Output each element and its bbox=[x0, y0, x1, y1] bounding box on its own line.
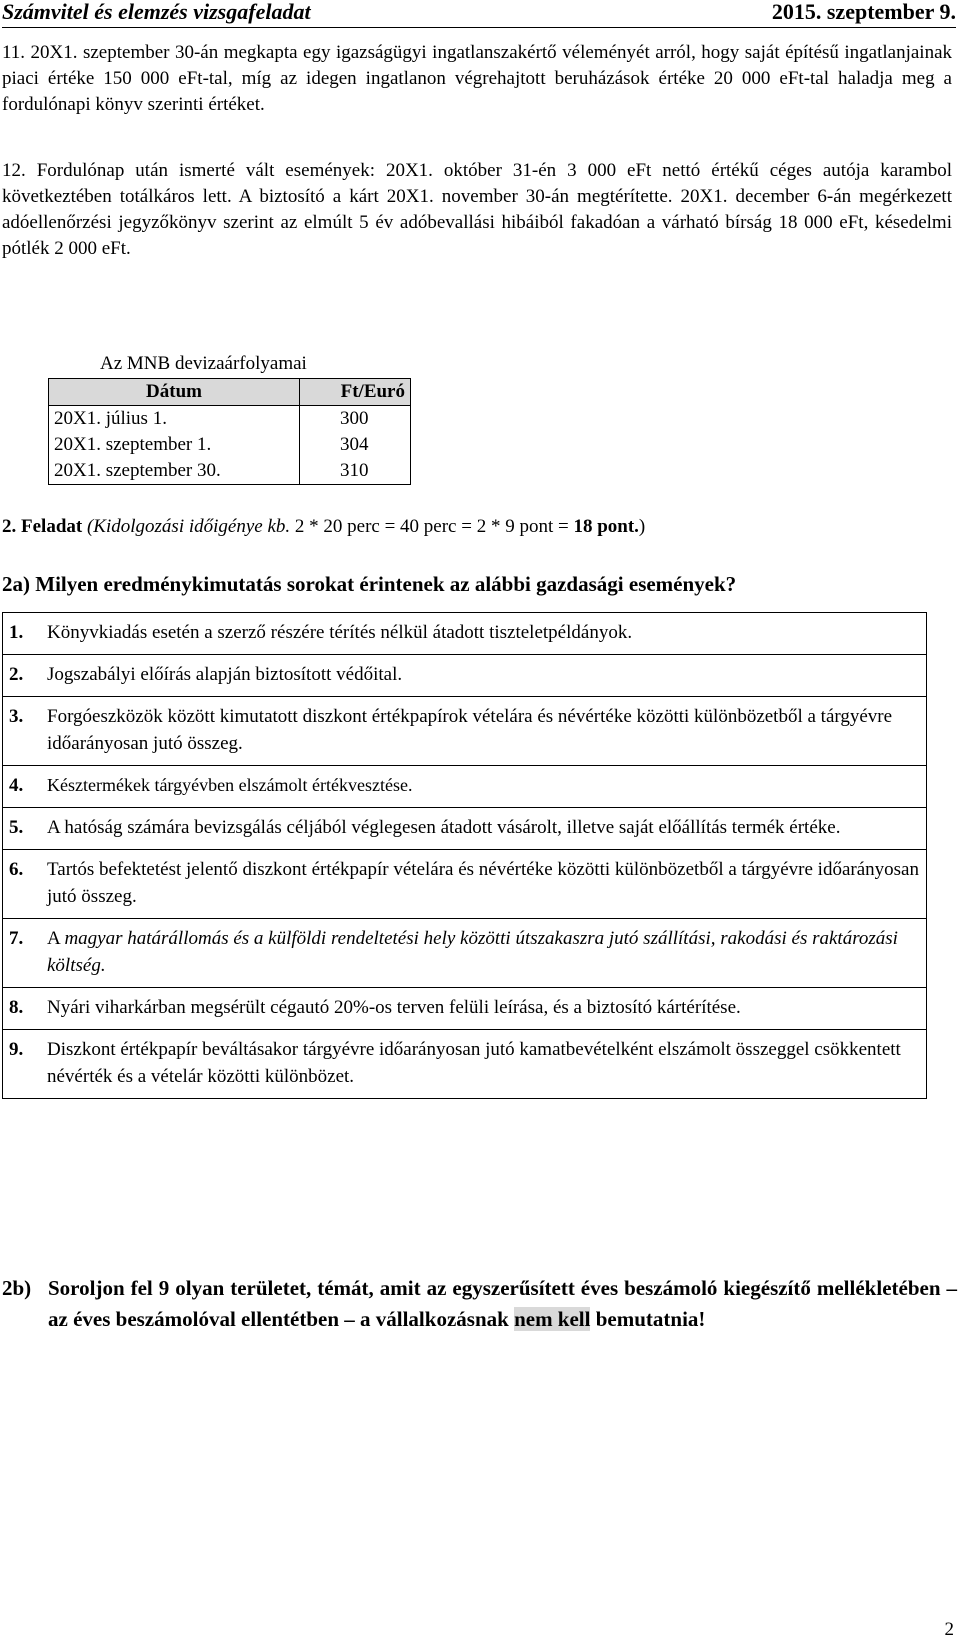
fx-header-date: Dátum bbox=[49, 379, 300, 406]
task-2-label: 2. Feladat bbox=[2, 516, 83, 537]
fx-header-rate: Ft/Euró bbox=[300, 379, 411, 406]
event-number: 1. bbox=[3, 613, 48, 655]
item-12-paragraph: 12. Fordulónap után ismerté vált események: 20X1. október 31-én 3 000 eFt nettó értékű céges autója karambol következtében totálkáros lett. A biztosító a kárt 20X1. november 30-án megtérítette. 20X1. december 6-án megérkezett adóellenőrzési jegyzőkönyv szerint az elmúlt 5 év adóbevallási hibáiból fakadóan a várható bírság 18 000 eFt, késedelmi pótlék 2 000 eFt. bbox=[2, 160, 952, 259]
event-text: Könyvkiadás esetén a szerző részére térítés nélkül átadott tiszteletpéldányok. bbox=[47, 613, 927, 655]
task-2-heading bbox=[2, 514, 645, 540]
event-row bbox=[3, 766, 927, 808]
fx-date-cell: 20X1. szeptember 1. bbox=[49, 432, 300, 458]
question-2b-highlight: nem kell bbox=[514, 1307, 591, 1331]
header-title: Számvitel és elemzés vizsgafeladat bbox=[2, 0, 311, 24]
event-number: 6. bbox=[3, 850, 48, 919]
fx-rate-cell: 300 bbox=[300, 406, 411, 433]
fx-row bbox=[49, 432, 411, 458]
event-row bbox=[3, 613, 927, 655]
fx-rate-cell: 304 bbox=[300, 432, 411, 458]
fx-date-cell: 20X1. július 1. bbox=[49, 406, 300, 433]
event-text: Nyári viharkárban megsérült cégautó 20%-os terven felüli leírása, és a biztosító kártérítése. bbox=[47, 988, 927, 1030]
event-number: 8. bbox=[3, 988, 48, 1030]
question-2b-label: 2b) bbox=[2, 1276, 32, 1300]
event-text bbox=[47, 919, 927, 988]
question-2b-text bbox=[48, 1273, 957, 1335]
event-row bbox=[3, 697, 927, 766]
event-text: Forgóeszközök között kimutatott diszkont értékpapírok vételára és névértéke közötti különbözetből a tárgyévre időarányosan jutó összeg. bbox=[47, 697, 927, 766]
event-number: 5. bbox=[3, 808, 48, 850]
fx-rate-cell: 310 bbox=[300, 458, 411, 485]
event-row bbox=[3, 919, 927, 988]
event-text-italic: magyar határállomás és a külföldi rendeltetési hely közötti útszakaszra jutó szállítási, rakodási és raktározási költség. bbox=[47, 928, 898, 976]
event-number: 9. bbox=[3, 1030, 48, 1099]
task-2-points: 18 pont. bbox=[573, 516, 639, 537]
fx-table-title: Az MNB devizaárfolyamai bbox=[100, 353, 307, 374]
event-row bbox=[3, 655, 927, 697]
fx-header-row bbox=[49, 379, 411, 406]
question-2b-text-before: Soroljon fel 9 olyan területet, témát, amit az egyszerűsített éves beszámoló kiegészítő mellékletében – az éves beszámolóval ellentétben – a vállalkozásnak bbox=[48, 1276, 957, 1331]
event-number: 3. bbox=[3, 697, 48, 766]
event-row bbox=[3, 988, 927, 1030]
task-2-calc: 2 * 20 perc = 40 perc = 2 * 9 pont = bbox=[290, 516, 574, 537]
fx-row bbox=[49, 458, 411, 485]
task-2-note: (Kidolgozási időigénye kb. bbox=[86, 516, 291, 537]
events-table bbox=[2, 612, 927, 1099]
question-2b-text-after: bemutatnia! bbox=[590, 1307, 706, 1331]
event-row bbox=[3, 808, 927, 850]
task-2-close: ) bbox=[638, 516, 646, 537]
header-date: 2015. szeptember 9. bbox=[771, 0, 956, 24]
fx-row bbox=[49, 406, 411, 433]
event-text: Jogszabályi előírás alapján biztosított védőital. bbox=[47, 655, 927, 697]
event-row bbox=[3, 850, 927, 919]
fx-date-cell: 20X1. szeptember 30. bbox=[49, 458, 300, 485]
item-11-paragraph: 11. 20X1. szeptember 30-án megkapta egy igazságügyi ingatlanszakértő véleményét arról, hogy saját építésű ingatlanjainak piaci értéke 150 000 eFt-tal, míg az idegen ingatlanon végrehajtott beruházások értéke 20 000 eFt-tal haladja meg a fordulónapi könyv szerinti értéket. bbox=[2, 42, 952, 115]
event-text: Késztermékek tárgyévben elszámolt értékvesztése. bbox=[47, 766, 927, 808]
event-number: 2. bbox=[3, 655, 48, 697]
event-text-lead: A bbox=[47, 928, 65, 949]
event-number: 4. bbox=[3, 766, 48, 808]
fx-rate-table bbox=[48, 378, 411, 485]
page-number: 2 bbox=[944, 1619, 954, 1640]
event-text: Tartós befektetést jelentő diszkont értékpapír vételára és névértéke közötti különbözetből a tárgyévre időarányosan jutó összeg. bbox=[47, 850, 927, 919]
event-text: A hatóság számára bevizsgálás céljából véglegesen átadott vásárolt, illetve saját előállítás termék értéke. bbox=[47, 808, 927, 850]
event-row bbox=[3, 1030, 927, 1099]
event-text: Diszkont értékpapír beváltásakor tárgyévre időarányosan jutó kamatbevételként elszámolt összeggel csökkentett névérték és a vételár közötti különbözet. bbox=[47, 1030, 927, 1099]
question-2a: 2a) Milyen eredménykimutatás sorokat érintenek az alábbi gazdasági események? bbox=[2, 572, 737, 596]
event-number: 7. bbox=[3, 919, 48, 988]
page-header bbox=[2, 0, 956, 28]
